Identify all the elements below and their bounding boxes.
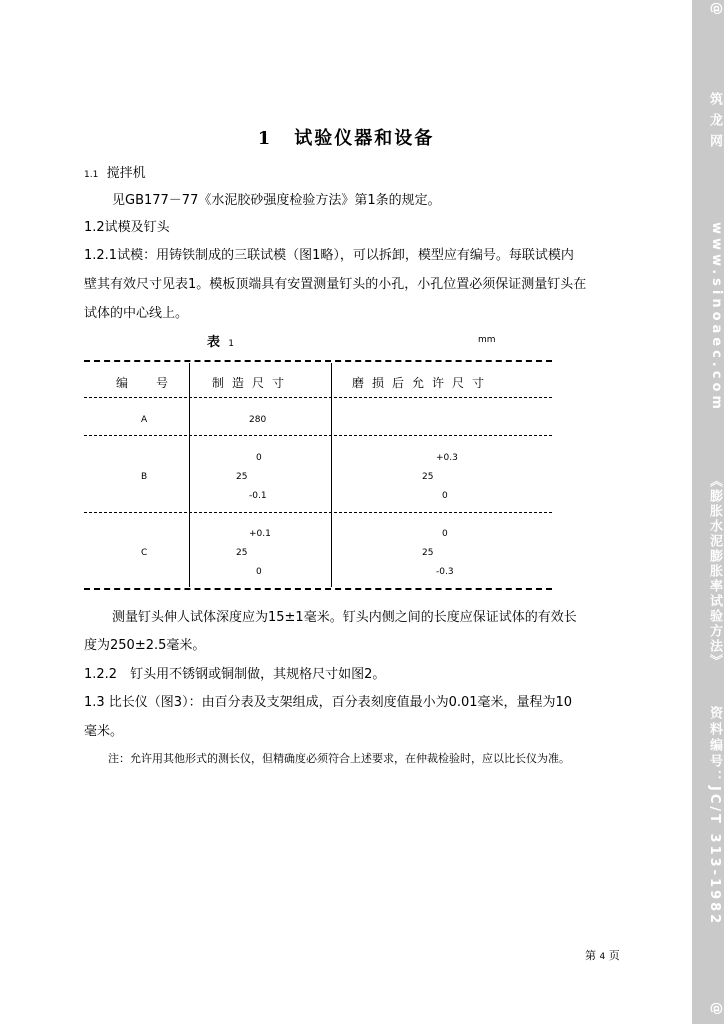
table-rule-row-a [84, 435, 552, 436]
paragraph-1-2-1-line3: 试体的中心线上。 [84, 306, 189, 321]
heading-1-1: 1.1 搅拌机 [84, 166, 146, 181]
paragraph-1-1: 见GB177－77《水泥胶砂强度检验方法》第1条的规定。 [112, 193, 441, 208]
table-cell-id-c: C [141, 548, 148, 558]
table-cell-wear-c-lower: -0.3 [436, 567, 454, 577]
note: 注：允许用其他形式的测长仪，但精确度必须符合上述要求，在仲裁检验时，应以比长仪为准。 [108, 752, 570, 765]
table-col-divider-2 [331, 363, 332, 587]
paragraph-1-2-2: 1.2.2 钉头用不锈钢或铜制做，其规格尺寸如图2。 [84, 667, 386, 682]
paragraph-pin-depth-line2: 度为250±2.5毫米。 [84, 638, 206, 653]
heading-1-2: 1.2试模及钉头 [84, 220, 170, 235]
sidebar-doc-code: 资料编号：JC/T 313-1982 [707, 706, 722, 927]
paragraph-pin-depth-line1: 测量钉头伸人试体深度应为15±1毫米。钉头内侧之间的长度应保证试体的有效长 [112, 610, 577, 625]
table-cell-wear-b-upper: +0.3 [436, 453, 458, 463]
sidebar-bottom-symbol: @ [709, 1002, 724, 1018]
table-cell-id-b: B [141, 472, 148, 482]
table-header-wear: 磨损后允许尺寸 [352, 376, 493, 390]
section-number: 1 [257, 128, 273, 149]
page-number: 第 4 页 [585, 949, 620, 962]
table-cell-mfg-b-lower: -0.1 [249, 491, 267, 501]
sidebar-doc-title: 《膨胀水泥膨胀率试验方法》 [707, 474, 722, 669]
table-rule-row-b [84, 512, 552, 513]
paragraph-1-3-line2: 毫米。 [84, 724, 124, 739]
table-rule-bottom [84, 588, 552, 590]
table-cell-mfg-a: 280 [249, 415, 267, 425]
table-rule-header [84, 397, 552, 398]
table-caption: 表 1 [207, 335, 235, 350]
table-cell-mfg-c-upper: +0.1 [249, 529, 271, 539]
table-cell-mfg-b-upper: 0 [256, 453, 262, 463]
table-cell-mfg-c-nominal: 25 [236, 548, 248, 558]
table-cell-wear-b-lower: 0 [442, 491, 448, 501]
table-rule-top [84, 360, 552, 362]
table-cell-wear-b-nominal: 25 [422, 472, 434, 482]
paragraph-1-2-1-line1: 1.2.1试模：用铸铁制成的三联试模（图1略），可以拆卸，模型应有编号。每联试模内 [84, 248, 574, 263]
table-cell-wear-c-nominal: 25 [422, 548, 434, 558]
table-unit: mm [478, 335, 496, 345]
sidebar-site-url: www.sinoaec.com [709, 222, 724, 413]
table-col-divider-1 [189, 363, 190, 587]
table-cell-mfg-b-nominal: 25 [236, 472, 248, 482]
table-header-mfg: 制造尺寸 [212, 376, 293, 390]
table-cell-mfg-c-lower: 0 [256, 567, 262, 577]
section-title [0, 124, 692, 150]
table-cell-wear-c-upper: 0 [442, 529, 448, 539]
section-title-text: 试验仪器和设备 [294, 128, 435, 149]
table-header-id: 编 号 [116, 376, 177, 390]
sidebar-top-symbol: @ [709, 2, 724, 18]
paragraph-1-3-line1: 1.3 比长仪（图3）：由百分表及支架组成，百分表刻度值最小为0.01毫米，量程为10 [84, 695, 573, 710]
table-cell-id-a: A [141, 415, 148, 425]
watermark-sidebar [692, 0, 724, 1024]
paragraph-1-2-1-line2: 壁其有效尺寸见表1。模板顶端具有安置测量钉头的小孔，小孔位置必须保证测量钉头在 [84, 277, 587, 292]
sidebar-site-name: 筑龙网 [707, 92, 722, 155]
